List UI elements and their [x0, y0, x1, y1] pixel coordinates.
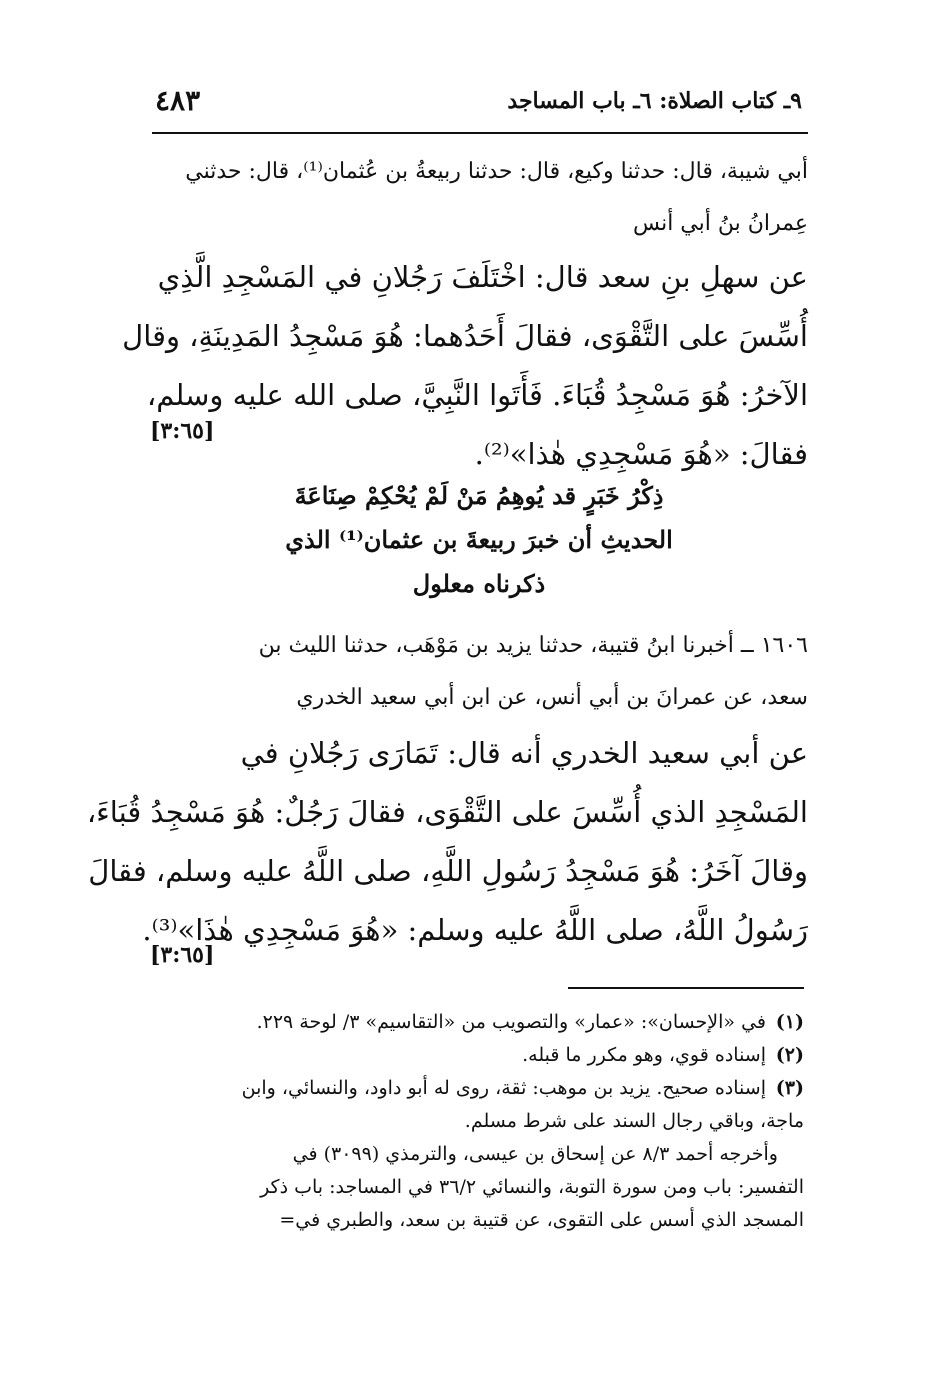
- hadith-1-reference: [٣:٦٥]: [150, 418, 215, 444]
- header-divider: [152, 132, 808, 134]
- isnad-line: ١٦٠٦ ــ أخبرنا ابنُ قتيبة، حدثنا يزيد بن مَوْهَب، حدثنا الليث بن: [258, 633, 808, 658]
- isnad-line: عِمرانُ بنُ أبي أنس: [633, 211, 808, 236]
- matn-line: فقالَ: «هُوَ مَسْجِدِي هٰذا»⁽²⁾.: [474, 437, 808, 471]
- matn-line: المَسْجِدِ الذي أُسِّسَ على التَّقْوَى، فقالَ رَجُلٌ: هُوَ مَسْجِدُ قُبَاءَ،: [86, 795, 808, 829]
- footnote-3: [140, 1072, 804, 1105]
- hadith-1-isnad: [150, 146, 808, 250]
- heading-line: ذِكْرُ خَبَرٍ قد يُوهِمُ مَنْ لَمْ يُحْكِمْ صِنَاعَةَ: [294, 481, 664, 510]
- hadith-2-reference: [٣:٦٥]: [150, 942, 215, 968]
- heading-line: الحديثِ أن خبرَ ربيعةَ بن عثمان⁽¹⁾ الذي: [285, 525, 673, 554]
- footnote-number: (٢): [775, 1044, 804, 1066]
- hadith-2-isnad: [150, 620, 808, 724]
- footnotes: [140, 1006, 804, 1237]
- footnote-text: في «الإحسان»: «عمار» والتصويب من «التقاسيم» ٣/ لوحة ٢٢٩.: [256, 1011, 766, 1033]
- matn-line: أُسِّسَ على التَّقْوَى، فقالَ أَحَدُهما: هُوَ مَسْجِدُ المَدِينَةِ، وقال: [122, 319, 808, 353]
- page-number: ٤٨٣: [155, 84, 201, 117]
- footnote-3-continued: وأخرجه أحمد ٨/٣ عن إسحاق بن عيسى، والترمذي (٣٠٩٩) في: [292, 1143, 778, 1165]
- isnad-line: أبي شيبة، قال: حدثنا وكيع، قال: حدثنا ربيعةُ بن عُثمان⁽¹⁾، قال: حدثني: [185, 159, 808, 184]
- heading-line: ذكرناه معلول: [412, 569, 546, 598]
- footnote-number: (٣): [775, 1077, 804, 1099]
- footnote-2: [140, 1039, 804, 1072]
- hadith-2-matn: [86, 724, 808, 960]
- footnote-1: [140, 1006, 804, 1039]
- footnote-3-continued: المسجد الذي أسس على التقوى، عن قتيبة بن سعد، والطبري في=: [279, 1209, 804, 1231]
- matn-line: عن أبي سعيد الخدري أنه قال: تَمَارَى رَجُلانِ في: [240, 736, 808, 770]
- matn-line: وقالَ آخَرُ: هُوَ مَسْجِدُ رَسُولِ اللَّهِ، صلى اللَّهُ عليه وسلم، فقالَ: [88, 854, 808, 888]
- running-head: ٩ـ كتاب الصلاة: ٦ـ باب المساجد: [507, 88, 802, 114]
- chapter-heading: [150, 474, 808, 606]
- hadith-1-matn: [122, 248, 808, 484]
- matn-line: عن سهلِ بنِ سعد قال: اخْتَلَفَ رَجُلانِ في المَسْجِدِ الَّذِي: [157, 260, 808, 294]
- footnote-number: (١): [775, 1011, 804, 1033]
- footnote-divider: [568, 987, 804, 989]
- isnad-line: سعد، عن عمرانَ بن أبي أنس، عن ابن أبي سعيد الخدري: [296, 685, 808, 710]
- footnote-3-continued: ماجة، وباقي رجال السند على شرط مسلم.: [464, 1110, 804, 1132]
- footnote-text: إسناده قوي، وهو مكرر ما قبله.: [522, 1044, 766, 1066]
- footnote-3-continued: التفسير: باب ومن سورة التوبة، والنسائي ٣٦/٢ في المساجد: باب ذكر: [260, 1176, 804, 1198]
- matn-line: الآخرُ: هُوَ مَسْجِدُ قُبَاءَ. فَأَتَوا النَّبِيَّ، صلى الله عليه وسلم،: [146, 378, 808, 412]
- footnote-text: إسناده صحيح. يزيد بن موهب: ثقة، روى له أبو داود، والنسائي، وابن: [241, 1077, 766, 1099]
- matn-line: رَسُولُ اللَّهُ، صلى اللَّهُ عليه وسلم: «هُوَ مَسْجِدِي هٰذَا»⁽³⁾.: [142, 913, 808, 947]
